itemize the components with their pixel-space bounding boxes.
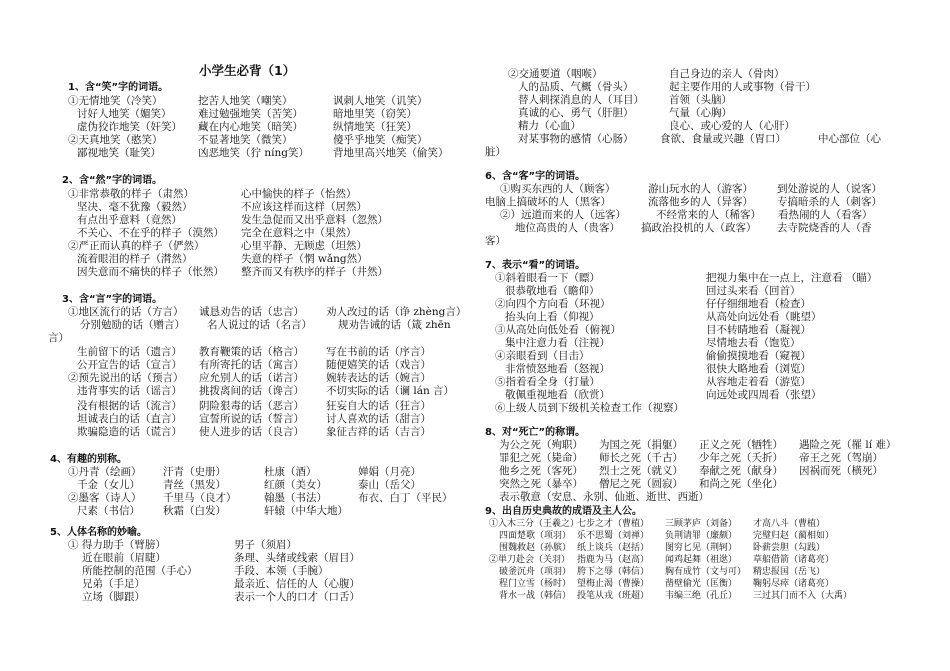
entry: 宣誓所说的话（誓言） (199, 413, 304, 425)
entry: 7、表示“看”的词语。 (485, 260, 586, 271)
entry: ①斜着眼看一下（瞟） (495, 272, 600, 284)
entry: ① 得力助手（臂膀） (68, 539, 166, 551)
entry: 所能控制的范围（手心） (82, 565, 198, 577)
entry: 写在书前的话（序言） (326, 346, 431, 358)
entry: 罪犯之死（毙命） (499, 452, 583, 464)
entry: 有点出乎意料（竟然） (77, 214, 182, 226)
entry: 人的品质、气概（骨头） (518, 81, 634, 93)
entry: 把视力集中在一点上，注意看 （瞄） (706, 272, 878, 284)
entry: 闻鸡起舞（祖逖） (665, 555, 738, 565)
entry: 客） (485, 235, 506, 247)
entry: 规劝告诫的话（箴 zhēn (338, 319, 451, 331)
entry: 讽刺人地笑（讥笑） (333, 95, 428, 107)
entry: 流落他乡的人（异客） (648, 196, 753, 208)
entry: 地位高贵的人（贵客） (515, 222, 620, 234)
entry: 负荆请罪（廉颇） (665, 531, 738, 541)
entry: 抬头向上看（仰视） (505, 311, 600, 323)
entry: 没有根据的话（流言） (77, 400, 182, 412)
section-heading (68, 81, 168, 94)
entry: 整齐而又有秩序的样子（井然） (241, 266, 388, 278)
entry: 生前留下的话（遗言） (77, 346, 182, 358)
entry: 条理、头绪或线索（眉目） (234, 552, 360, 564)
entry: 乐不思蜀（刘禅） (577, 531, 650, 541)
entry: 翰墨（书法） (264, 492, 327, 504)
page-title: 小学生必背（1） (199, 63, 296, 78)
entry: 发生急促而又出乎意料（忽然） (241, 214, 388, 226)
entry: 自己身边的亲人（骨肉） (669, 68, 785, 80)
entry: 起主要作用的人或事物（骨干） (669, 81, 816, 93)
entry: 挑拨离间的话（谗言） (199, 385, 304, 397)
entry: 胸有成竹（文与可） (665, 567, 747, 577)
entry: 阴险狠毒的话（恶言） (199, 400, 304, 412)
entry: 男子（须眉） (234, 539, 297, 551)
entry: ①无情地笑（冷笑） (68, 95, 163, 107)
entry: 专搞暗杀的人（刺客） (777, 196, 882, 208)
entry: 心中愉快的样子（怡然） (241, 188, 357, 200)
entry: 不显著地笑（微笑） (198, 134, 293, 146)
entry: 6、含“客”字的词语。 (485, 171, 586, 182)
entry: ①非常恭敬的样子（肃然） (68, 188, 194, 200)
entry: 仔仔细细地看（检查） (706, 298, 811, 310)
entry: 敬佩重视地看（欣赏） (505, 389, 610, 401)
entry: ⑥上级人员到下级机关检查工作（视察） (495, 402, 684, 414)
section-heading (485, 426, 585, 439)
entry: 8、对“死亡”的称谓。 (485, 427, 586, 438)
entry: 千里马（良才） (163, 492, 237, 504)
entry: 良心、或心爱的人（心肝） (669, 120, 795, 132)
section-heading (50, 453, 127, 466)
entry: 尺素（书信） (77, 505, 140, 517)
entry: 电脑上搞破坏的人（黑客） (485, 196, 611, 208)
entry: 欺骗隐造的话（谎言） (77, 426, 182, 438)
entry: 因祸而死（横死） (799, 465, 883, 477)
entry: 七步之才（曹植） (577, 519, 650, 529)
entry: 虚伪狡诈地笑（奸笑） (77, 121, 182, 133)
entry: 为国之死（捐躯） (599, 439, 683, 451)
entry: ②交通要道（咽喉） (508, 68, 603, 80)
entry: 精忠报国（岳飞） (753, 567, 826, 577)
entry: 表示敬意（安息、永别、仙逝、逝世、西逝） (499, 491, 709, 503)
entry: 讨好人地笑（媚笑） (77, 108, 172, 120)
entry: 为公之死（殉职） (499, 439, 583, 451)
entry: 看热闹的人（看客） (778, 209, 873, 221)
entry: ③从高处向低处看（俯视） (495, 324, 621, 336)
entry: 少年之死（夭折） (699, 452, 783, 464)
entry: 3、含“言”字的词语。 (62, 294, 163, 305)
entry: 集中注意力看（注视） (505, 337, 610, 349)
entry: 红颜（美女） (264, 479, 327, 491)
entry: 坚决、毫不犹豫（毅然） (77, 201, 193, 213)
entry: 破釜沉舟（项羽） (499, 567, 572, 577)
entry: 2、含“然”字的词语。 (62, 175, 163, 186)
entry: 帝王之死（驾崩） (799, 452, 883, 464)
entry: 不经常来的人（稀客） (656, 209, 761, 221)
entry: 非常愤怒地看（怒视） (505, 363, 610, 375)
entry: 三过其门而不入（大禹） (753, 591, 853, 601)
entry: 背水一战（韩信） (499, 591, 572, 601)
entry: 手段、本领（手腕） (234, 565, 329, 577)
entry: 烈士之死（就义） (599, 465, 683, 477)
entry: 目不转睛地看（凝视） (706, 324, 811, 336)
entry: 分别勉励的话（赠言） (80, 319, 185, 331)
entry: 立场（脚跟） (82, 591, 145, 603)
entry: ⑤指着看全身（打量） (495, 376, 600, 388)
entry: 秋霜（白发） (163, 505, 226, 517)
entry: 对某事物的感情（心肠） (518, 133, 634, 145)
section-heading (485, 259, 585, 272)
entry: 名人说过的话（名言） (207, 319, 312, 331)
section-heading (485, 505, 642, 518)
entry: 鞠躬尽瘁（诸葛亮） (753, 579, 835, 589)
entry: 千金（女儿） (77, 479, 140, 491)
entry: 暗地里笑（窃笑） (333, 108, 417, 120)
entry: 难过勉强地笑（苦笑） (198, 108, 303, 120)
entry: 完璧归赵（蔺相如） (753, 531, 835, 541)
entry: 僧尼之死（圆寂） (599, 478, 683, 490)
entry: 鄙视地笑（耻笑） (77, 147, 161, 159)
entry: ④亲眼看到（目击） (495, 350, 590, 362)
entry: ①地区流行的话（方言） (68, 306, 184, 318)
entry: 搞政治投机的人（政客） (641, 222, 757, 234)
entry: 象征吉祥的话（吉言） (326, 426, 431, 438)
entry: 随便嬉笑的话（戏言） (326, 359, 431, 371)
entry: 才高八斗（曹植） (753, 519, 826, 529)
entry: 1、含“笑”字的词语。 (68, 82, 169, 93)
entry: ②単刀赴会（关羽） (489, 555, 571, 565)
entry: 很快大略地看（浏览） (706, 363, 811, 375)
entry: ①入木三分（王羲之） (489, 519, 580, 529)
entry: 从高处向远处看（眺望） (706, 311, 822, 323)
entry: ②严正而认真的样子（俨然） (68, 240, 205, 252)
entry: 尽情地去看（饱览） (706, 337, 801, 349)
entry: 泰山（岳父） (358, 479, 421, 491)
entry: 草船借箭（诸葛亮） (753, 555, 835, 565)
entry: 图穷匕见（荆轲） (665, 543, 738, 553)
entry: 中心部位（心 (818, 133, 881, 145)
entry: 完全在意料之中（果然） (241, 227, 357, 239)
entry: 气量（心胸） (669, 107, 732, 119)
entry: 不应该这样而这样（居然） (241, 201, 367, 213)
entry: 胯下之辱（韩信） (577, 567, 650, 577)
entry: 最亲近、信任的人（心腹） (234, 578, 360, 590)
section-heading (50, 526, 147, 539)
entry: 9、出自历史典故的成语及主人公。 (485, 506, 642, 517)
section-heading (62, 293, 162, 306)
entry: ①购买东西的人（顾客） (500, 183, 616, 195)
entry: 诚恳劝告的话（忠言） (199, 306, 304, 318)
entry: 婉转表达的话（婉言） (326, 372, 431, 384)
entry: ②向四个方向看（环视） (495, 298, 611, 310)
entry: 三顾茅庐（刘备） (665, 519, 738, 529)
entry: 向远处或四周看（张望） (706, 389, 822, 401)
entry: 和尚之死（坐化） (699, 478, 783, 490)
entry: 很恭敬地看（瞻仰） (505, 285, 600, 297)
entry: 脏） (485, 146, 506, 158)
entry: 青丝（黑发） (163, 479, 226, 491)
entry: 轩辕（中华大地） (264, 505, 348, 517)
entry: 背地里高兴地笑（偷笑） (333, 147, 449, 159)
entry: 望梅止渴（曹操） (577, 579, 650, 589)
entry: 从容地走着看（游览） (706, 376, 811, 388)
entry: 应允别人的话（诺言） (199, 372, 304, 384)
entry: 纸上谈兵（赵括） (577, 543, 650, 553)
entry: 兄弟（手足） (82, 578, 145, 590)
section-heading (485, 170, 585, 183)
entry: 程门立雪（杨时） (499, 579, 572, 589)
entry: 有所寄托的话（寓言） (199, 359, 304, 371)
entry: 首领（头脑） (669, 94, 732, 106)
entry: ②天真地笑（憨笑） (68, 134, 163, 146)
entry: 指鹿为马（赵高） (577, 555, 650, 565)
entry: ②预先说出的话（预言） (68, 372, 184, 384)
entry: 围魏救赵（孙膑） (499, 543, 572, 553)
entry: 讨人喜欢的话（甜言） (326, 413, 431, 425)
entry: 公开宣告的话（宣言） (77, 359, 182, 371)
entry: 使人进步的话（良言） (199, 426, 304, 438)
entry: ①丹青（绘画） (68, 466, 142, 478)
entry: 不切实际的话（谰 lán 言） (326, 385, 455, 397)
entry: 回过头来看（回首） (706, 285, 801, 297)
entry: ②墨客（诗人） (68, 492, 142, 504)
entry: 违背事实的话（谣言） (77, 385, 182, 397)
entry: 偷偷摸摸地看（窥视） (706, 350, 811, 362)
entry: 汗青（史册） (163, 466, 226, 478)
entry: 精力（心血） (518, 120, 581, 132)
entry: 坦诚表白的话（直言） (77, 413, 182, 425)
entry: 凿壁偷光（匡衡） (665, 579, 738, 589)
entry: 突然之死（暴卒） (499, 478, 583, 490)
entry: 真诚的心、勇气（肝胆） (518, 107, 634, 119)
entry: 杜康（酒） (264, 466, 317, 478)
entry: 投笔从戎（班超） (577, 591, 650, 601)
entry: 因失意而不痛快的样子（怅然） (77, 266, 224, 278)
entry: 纵情地笑（狂笑） (333, 121, 417, 133)
entry: 近在眼前（眉睫） (82, 552, 166, 564)
entry: 卧薪尝胆（勾践） (753, 543, 826, 553)
entry: 四面楚歌（项羽） (499, 531, 572, 541)
entry: 奉献之死（献身） (699, 465, 783, 477)
entry: 表示一个人的口才（口舌） (234, 591, 360, 603)
entry: 婵娟（月亮） (358, 466, 421, 478)
entry: 失意的样子（惘 wǎng然） (241, 253, 368, 265)
entry: 5、人体名称的妙喻。 (50, 527, 147, 538)
entry: 流着眼泪的样子（潸然） (77, 253, 193, 265)
entry: 到处游说的人（说客） (777, 183, 882, 195)
entry: 教育鞭策的话（格言） (199, 346, 304, 358)
entry: 韦编三绝（孔丘） (665, 591, 738, 601)
entry: 劝人改过的话（诤 zhèng言） (326, 306, 467, 318)
entry: ②）远道而来的人（远客） (500, 209, 626, 221)
entry: 游山玩水的人（游客） (648, 183, 753, 195)
section-heading (62, 174, 162, 187)
entry: 遇险之死（罹 lí 难） (799, 439, 897, 451)
entry: 食欲、食量或兴趣（胃口） (660, 133, 786, 145)
entry: 师长之死（千古） (599, 452, 683, 464)
entry: 心里平静、无顾虑（坦然） (241, 240, 367, 252)
entry: 凶恶地笑（狞 níng笑） (198, 147, 309, 159)
entry: 替人刺探消息的人（耳目） (518, 94, 644, 106)
entry: 他乡之死（客死） (499, 465, 583, 477)
entry: 狂妄自大的话（狂言） (326, 400, 431, 412)
entry: 布衣、白丁（平民） (358, 492, 453, 504)
entry: 傻乎乎地笑（痴笑） (333, 134, 428, 146)
entry: 言） (48, 332, 69, 344)
entry: 正义之死（牺牲） (699, 439, 783, 451)
entry: 挖苦人地笑（嘲笑） (198, 95, 293, 107)
entry: 藏在内心地笑（暗笑） (198, 121, 303, 133)
entry: 4、有趣的别称。 (50, 454, 127, 465)
entry: 不关心、不在乎的样子（漠然） (77, 227, 224, 239)
entry: 去寺院烧香的人（香 (777, 222, 872, 234)
